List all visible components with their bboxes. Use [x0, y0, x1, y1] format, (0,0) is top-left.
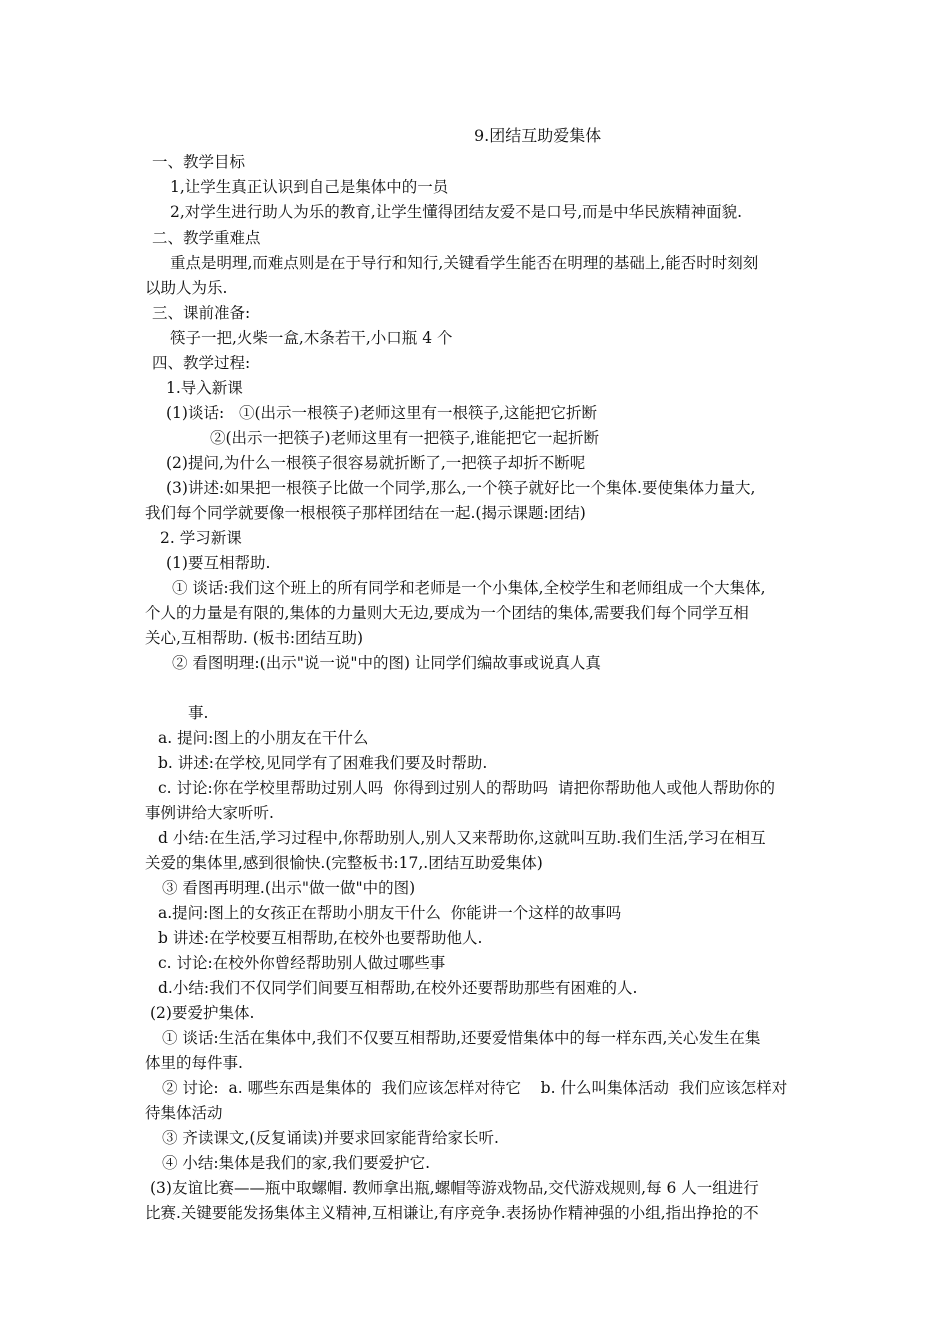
item-c-discussion-cont: 事例讲给大家听听. — [145, 804, 274, 822]
care-talk-cont: 体里的每件事. — [145, 1054, 243, 1072]
item-a-question: a. 提问:图上的小朋友在干什么 — [158, 729, 369, 747]
section-heading-key-points: 二、教学重难点 — [152, 229, 261, 247]
section-heading-objectives: 一、教学目标 — [152, 153, 246, 171]
intro-question: (2)提问,为什么一根筷子很容易就折断了,一把筷子却折不断呢 — [166, 454, 586, 472]
help-talk-cont-1: 个人的力量是有限的,集体的力量则大无边,要成为一个团结的集体,需要我们每个同学互相 — [145, 604, 749, 622]
friendship-contest: (3)友谊比赛——瓶中取螺帽. 教师拿出瓶,螺帽等游戏物品,交代游戏规则,每 6 人一组进行 — [150, 1179, 759, 1197]
care-summary: ④ 小结:集体是我们的家,我们要爱护它. — [162, 1154, 431, 1172]
help-talk-cont-2: 关心,互相帮助. (板书:团结互助) — [145, 629, 364, 647]
preparation-text: 筷子一把,火柴一盒,木条若干,小口瓶 4 个 — [170, 329, 453, 347]
objective-1: 1,让学生真正认识到自己是集体中的一员 — [170, 178, 449, 196]
subheading-new-lesson: 2. 学习新课 — [160, 529, 242, 547]
item-d-summary-cont: 关爱的集体里,感到很愉快.(完整板书:17,.团结互助爱集体) — [145, 854, 543, 872]
picture-reasoning-again: ③ 看图再明理.(出示"做一做"中的图) — [162, 879, 416, 897]
care-talk: ① 谈话:生活在集体中,我们不仅要互相帮助,还要爱惜集体中的每一样东西,关心发生在集 — [162, 1029, 761, 1047]
item-d-summary-2: d.小结:我们不仅同学们间要互相帮助,在校外还要帮助那些有困难的人. — [158, 979, 638, 997]
section-heading-preparation: 三、课前准备: — [152, 304, 251, 322]
intro-narration: (3)讲述:如果把一根筷子比做一个同学,那么,一个筷子就好比一个集体.要使集体力量大, — [166, 479, 756, 497]
key-points-text-cont: 以助人为乐. — [145, 279, 228, 297]
intro-talk-1: (1)谈话: ①(出示一根筷子)老师这里有一根筷子,这能把它折断 — [166, 404, 597, 422]
item-c-discussion: c. 讨论:你在学校里帮助过别人吗 你得到过别人的帮助吗 请把你帮助他人或他人帮助你的 — [158, 779, 775, 797]
picture-reasoning-cont: 事. — [188, 704, 209, 722]
friendship-contest-cont: 比赛.关键要能发扬集体主义精神,互相谦让,有序竞争.表扬协作精神强的小组,指出挣抢的不 — [145, 1204, 759, 1222]
item-a-question-2: a.提问:图上的女孩正在帮助小朋友干什么 你能讲一个这样的故事吗 — [158, 904, 622, 922]
picture-reasoning: ② 看图明理:(出示"说一说"中的图) 让同学们编故事或说真人真 — [172, 654, 601, 672]
objective-2: 2,对学生进行助人为乐的教育,让学生懂得团结友爱不是口号,而是中华民族精神面貌. — [170, 203, 743, 221]
point-help-each-other: (1)要互相帮助. — [166, 554, 271, 572]
item-c-discussion-2: c. 讨论:在校外你曾经帮助别人做过哪些事 — [158, 954, 446, 972]
point-care-collective: (2)要爱护集体. — [150, 1004, 255, 1022]
item-d-summary: d 小结:在生活,学习过程中,你帮助别人,别人又来帮助你,这就叫互助.我们生活,学习在相互 — [158, 829, 766, 847]
intro-talk-2: ②(出示一把筷子)老师这里有一把筷子,谁能把它一起折断 — [210, 429, 600, 447]
care-discussion: ② 讨论: a. 哪些东西是集体的 我们应该怎样对待它 b. 什么叫集体活动 我们应该怎样对 — [162, 1079, 788, 1097]
section-heading-process: 四、教学过程: — [152, 354, 251, 372]
item-b-narration-2: b 讲述:在学校要互相帮助,在校外也要帮助他人. — [158, 929, 483, 947]
help-talk: ① 谈话:我们这个班上的所有同学和老师是一个小集体,全校学生和老师组成一个大集体, — [172, 579, 766, 597]
key-points-text: 重点是明理,而难点则是在于导行和知行,关键看学生能否在明理的基础上,能否时时刻刻 — [170, 254, 759, 272]
item-b-narration: b. 讲述:在学校,见同学有了困难我们要及时帮助. — [158, 754, 488, 772]
read-aloud: ③ 齐读课文,(反复诵读)并要求回家能背给家长听. — [162, 1129, 499, 1147]
intro-narration-cont: 我们每个同学就要像一根根筷子那样团结在一起.(揭示课题:团结) — [145, 504, 586, 522]
care-discussion-cont: 待集体活动 — [145, 1104, 223, 1122]
subheading-intro: 1.导入新课 — [166, 379, 243, 397]
document-title: 9.团结互助爱集体 — [474, 126, 602, 145]
